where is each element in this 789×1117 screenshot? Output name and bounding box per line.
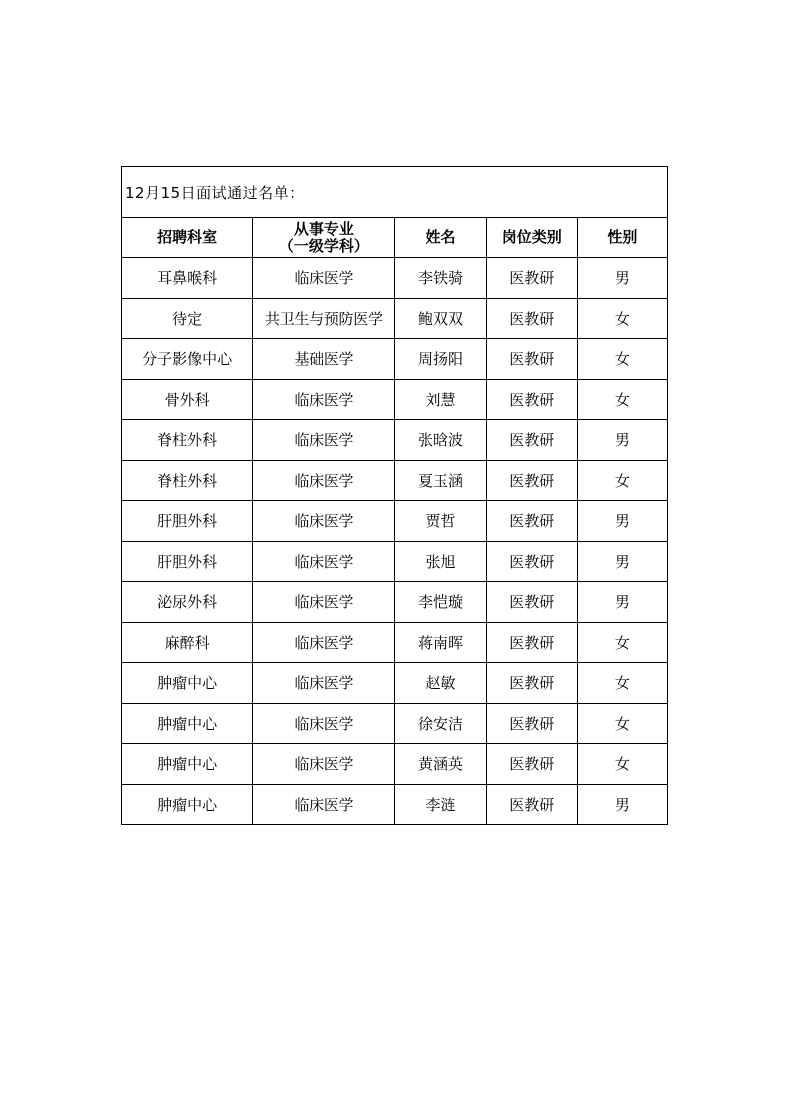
header-type: 岗位类别 (486, 218, 577, 258)
cell-name: 张晗波 (395, 420, 486, 461)
cell-major: 临床医学 (253, 501, 395, 542)
cell-type: 医教研 (486, 622, 577, 663)
cell-dept: 泌尿外科 (122, 582, 253, 623)
cell-type: 医教研 (486, 298, 577, 339)
cell-major: 临床医学 (253, 541, 395, 582)
cell-sex: 男 (577, 501, 667, 542)
cell-name: 贾哲 (395, 501, 486, 542)
cell-major: 临床医学 (253, 622, 395, 663)
cell-type: 医教研 (486, 501, 577, 542)
header-name: 姓名 (395, 218, 486, 258)
cell-dept: 肿瘤中心 (122, 663, 253, 704)
header-dept: 招聘科室 (122, 218, 253, 258)
cell-name: 黄涵英 (395, 744, 486, 785)
table-row (122, 541, 668, 582)
header-sex: 性别 (577, 218, 667, 258)
table-row (122, 582, 668, 623)
cell-major: 共卫生与预防医学 (253, 298, 395, 339)
header-major (253, 218, 395, 258)
cell-dept: 肝胆外科 (122, 501, 253, 542)
cell-major: 临床医学 (253, 420, 395, 461)
cell-sex: 女 (577, 622, 667, 663)
cell-dept: 麻醉科 (122, 622, 253, 663)
cell-dept: 耳鼻喉科 (122, 258, 253, 299)
table-row (122, 622, 668, 663)
cell-dept: 分子影像中心 (122, 339, 253, 380)
cell-sex: 女 (577, 298, 667, 339)
table-row (122, 460, 668, 501)
cell-name: 张旭 (395, 541, 486, 582)
cell-sex: 女 (577, 663, 667, 704)
cell-sex: 女 (577, 703, 667, 744)
cell-type: 医教研 (486, 420, 577, 461)
cell-sex: 女 (577, 744, 667, 785)
cell-sex: 女 (577, 379, 667, 420)
cell-major: 临床医学 (253, 258, 395, 299)
table-row (122, 379, 668, 420)
cell-sex: 女 (577, 339, 667, 380)
cell-sex: 男 (577, 784, 667, 825)
cell-dept: 脊柱外科 (122, 420, 253, 461)
cell-type: 医教研 (486, 784, 577, 825)
cell-dept: 肿瘤中心 (122, 784, 253, 825)
cell-dept: 肿瘤中心 (122, 703, 253, 744)
cell-name: 赵敏 (395, 663, 486, 704)
table-row (122, 744, 668, 785)
cell-name: 周扬阳 (395, 339, 486, 380)
cell-major: 基础医学 (253, 339, 395, 380)
cell-type: 医教研 (486, 339, 577, 380)
cell-name: 刘慧 (395, 379, 486, 420)
cell-type: 医教研 (486, 582, 577, 623)
cell-type: 医教研 (486, 744, 577, 785)
cell-name: 李涟 (395, 784, 486, 825)
table-row (122, 420, 668, 461)
cell-dept: 肝胆外科 (122, 541, 253, 582)
cell-major: 临床医学 (253, 744, 395, 785)
interview-pass-list-table (121, 166, 668, 825)
table-row (122, 703, 668, 744)
cell-sex: 男 (577, 541, 667, 582)
table-row (122, 663, 668, 704)
cell-name: 李铁骑 (395, 258, 486, 299)
table-title: 12月15日面试通过名单： (122, 167, 668, 218)
cell-major: 临床医学 (253, 784, 395, 825)
cell-major: 临床医学 (253, 460, 395, 501)
header-row (122, 218, 668, 258)
cell-dept: 骨外科 (122, 379, 253, 420)
cell-sex: 男 (577, 582, 667, 623)
cell-type: 医教研 (486, 460, 577, 501)
table-row (122, 258, 668, 299)
table-row (122, 298, 668, 339)
header-major-line2: （一级学科） (278, 236, 369, 255)
header-major-line1: 从事专业 (293, 219, 354, 238)
cell-dept: 脊柱外科 (122, 460, 253, 501)
cell-type: 医教研 (486, 379, 577, 420)
cell-sex: 男 (577, 420, 667, 461)
cell-type: 医教研 (486, 258, 577, 299)
table-row (122, 339, 668, 380)
cell-name: 徐安洁 (395, 703, 486, 744)
cell-name: 鲍双双 (395, 298, 486, 339)
cell-type: 医教研 (486, 663, 577, 704)
cell-type: 医教研 (486, 541, 577, 582)
cell-name: 夏玉涵 (395, 460, 486, 501)
cell-major: 临床医学 (253, 703, 395, 744)
cell-type: 医教研 (486, 703, 577, 744)
table-row (122, 501, 668, 542)
cell-dept: 待定 (122, 298, 253, 339)
cell-name: 蒋南晖 (395, 622, 486, 663)
cell-major: 临床医学 (253, 663, 395, 704)
cell-major: 临床医学 (253, 582, 395, 623)
cell-dept: 肿瘤中心 (122, 744, 253, 785)
cell-name: 李恺璇 (395, 582, 486, 623)
cell-sex: 男 (577, 258, 667, 299)
cell-sex: 女 (577, 460, 667, 501)
table-row (122, 784, 668, 825)
cell-major: 临床医学 (253, 379, 395, 420)
